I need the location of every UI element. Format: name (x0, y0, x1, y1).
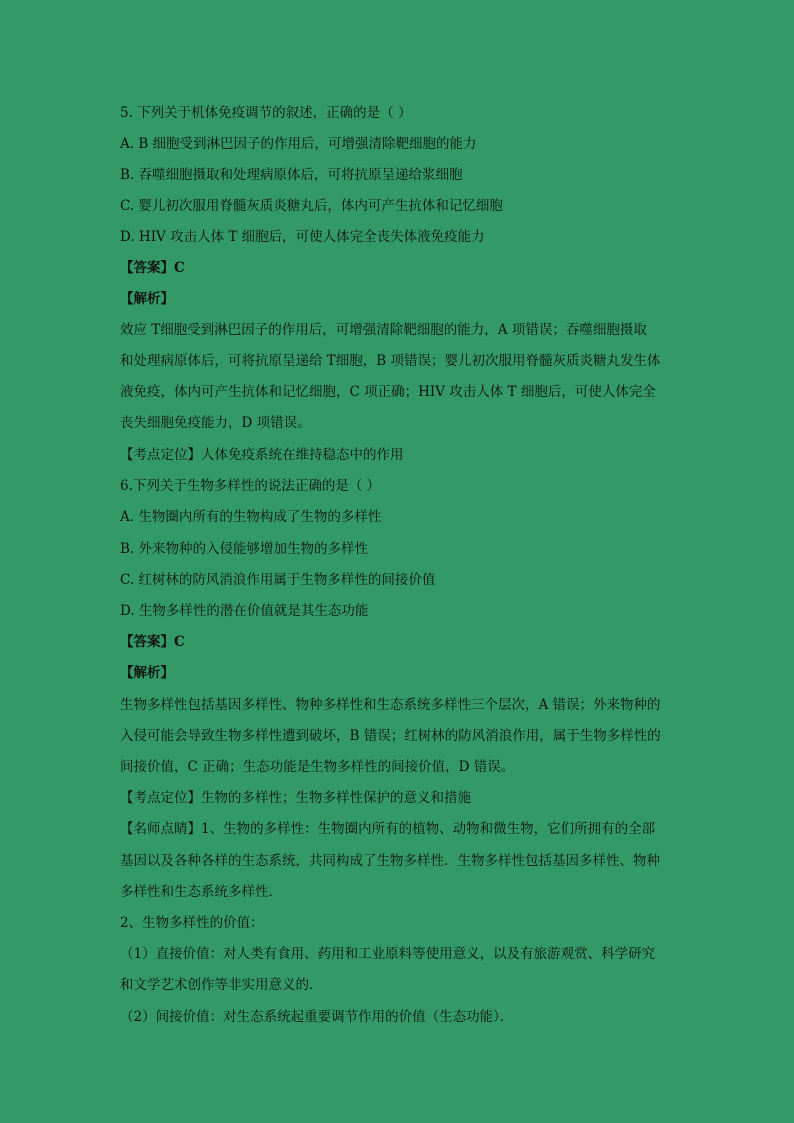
q5-answer: 【答案】C (120, 260, 185, 276)
q5-analysis-line-4: 丧失细胞免疫能力，D 项错误。 (120, 415, 311, 431)
q6-answer: 【答案】C (120, 634, 185, 650)
q6-mingshi-line-3: 多样性和生态系统多样性． (120, 884, 282, 900)
q6-analysis-line-3: 间接价值，C 正确；生态功能是生物多样性的间接价值，D 错误。 (120, 759, 515, 775)
q5-analysis-line-3: 液免疫，体内可产生抗体和记忆细胞，C 项正确；HIV 攻击人体 T 细胞后，可使人体完全 (120, 384, 656, 400)
q6-mingshi-line-1: 【名师点睛】1、生物的多样性：生物圈内所有的植物、动物和微生物，它们所拥有的全部 (120, 821, 656, 837)
q5-option-a: A. B 细胞受到淋巴因子的作用后，可增强清除靶细胞的能力 (120, 136, 477, 152)
q6-mingshi-line-7: （2）间接价值：对生态系统起重要调节作用的价值（生态功能）． (120, 1009, 514, 1025)
q6-kaodian: 【考点定位】生物的多样性；生物多样性保护的意义和措施 (120, 790, 471, 806)
q5-stem: 5. 下列关于机体免疫调节的叙述，正确的是（ ） (120, 105, 412, 121)
q6-option-d: D. 生物多样性的潜在价值就是其生态功能 (120, 603, 369, 619)
q5-analysis-line-1: 效应 T细胞受到淋巴因子的作用后，可增强清除靶细胞的能力，A 项错误；吞噬细胞摄取 (120, 322, 647, 338)
q6-mingshi-line-6: 和文学艺术创作等非实用意义的． (120, 977, 323, 993)
q6-option-c: C. 红树林的防风消浪作用属于生物多样性的间接价值 (120, 572, 436, 588)
q5-option-b: B. 吞噬细胞摄取和处理病原体后，可将抗原呈递给浆细胞 (120, 167, 463, 183)
q5-analysis-line-2: 和处理病原体后，可将抗原呈递给 T细胞，B 项错误；婴儿初次服用脊髓灰质炎糖丸发生体 (120, 353, 661, 369)
q6-analysis-line-2: 入侵可能会导致生物多样性遭到破坏，B 错误；红树林的防风消浪作用，属于生物多样性的 (120, 728, 661, 744)
q6-option-b: B. 外来物种的入侵能够增加生物的多样性 (120, 541, 369, 557)
q5-option-d: D. HIV 攻击人体 T 细胞后，可使人体完全丧失体液免疫能力 (120, 229, 485, 245)
q6-mingshi-line-2: 基因以及各种各样的生态系统，共同构成了生物多样性．生物多样性包括基因多样性、物种 (120, 853, 660, 869)
q5-option-c: C. 婴儿初次服用脊髓灰质炎糖丸后，体内可产生抗体和记忆细胞 (120, 198, 503, 214)
q6-stem: 6.下列关于生物多样性的说法正确的是（ ） (120, 478, 381, 494)
q5-kaodian: 【考点定位】人体免疫系统在维持稳态中的作用 (120, 447, 404, 463)
q6-analysis-line-1: 生物多样性包括基因多样性、物种多样性和生态系统多样性三个层次，A 错误；外来物种的 (120, 697, 661, 713)
q6-mingshi-line-4: 2、生物多样性的价值： (120, 915, 264, 931)
q6-option-a: A. 生物圈内所有的生物构成了生物的多样性 (120, 509, 382, 525)
q5-analysis-label: 【解析】 (120, 291, 174, 307)
q6-mingshi-line-5: （1）直接价值：对人类有食用、药用和工业原料等使用意义，以及有旅游观赏、科学研究 (120, 946, 656, 962)
q6-analysis-label: 【解析】 (120, 665, 174, 681)
